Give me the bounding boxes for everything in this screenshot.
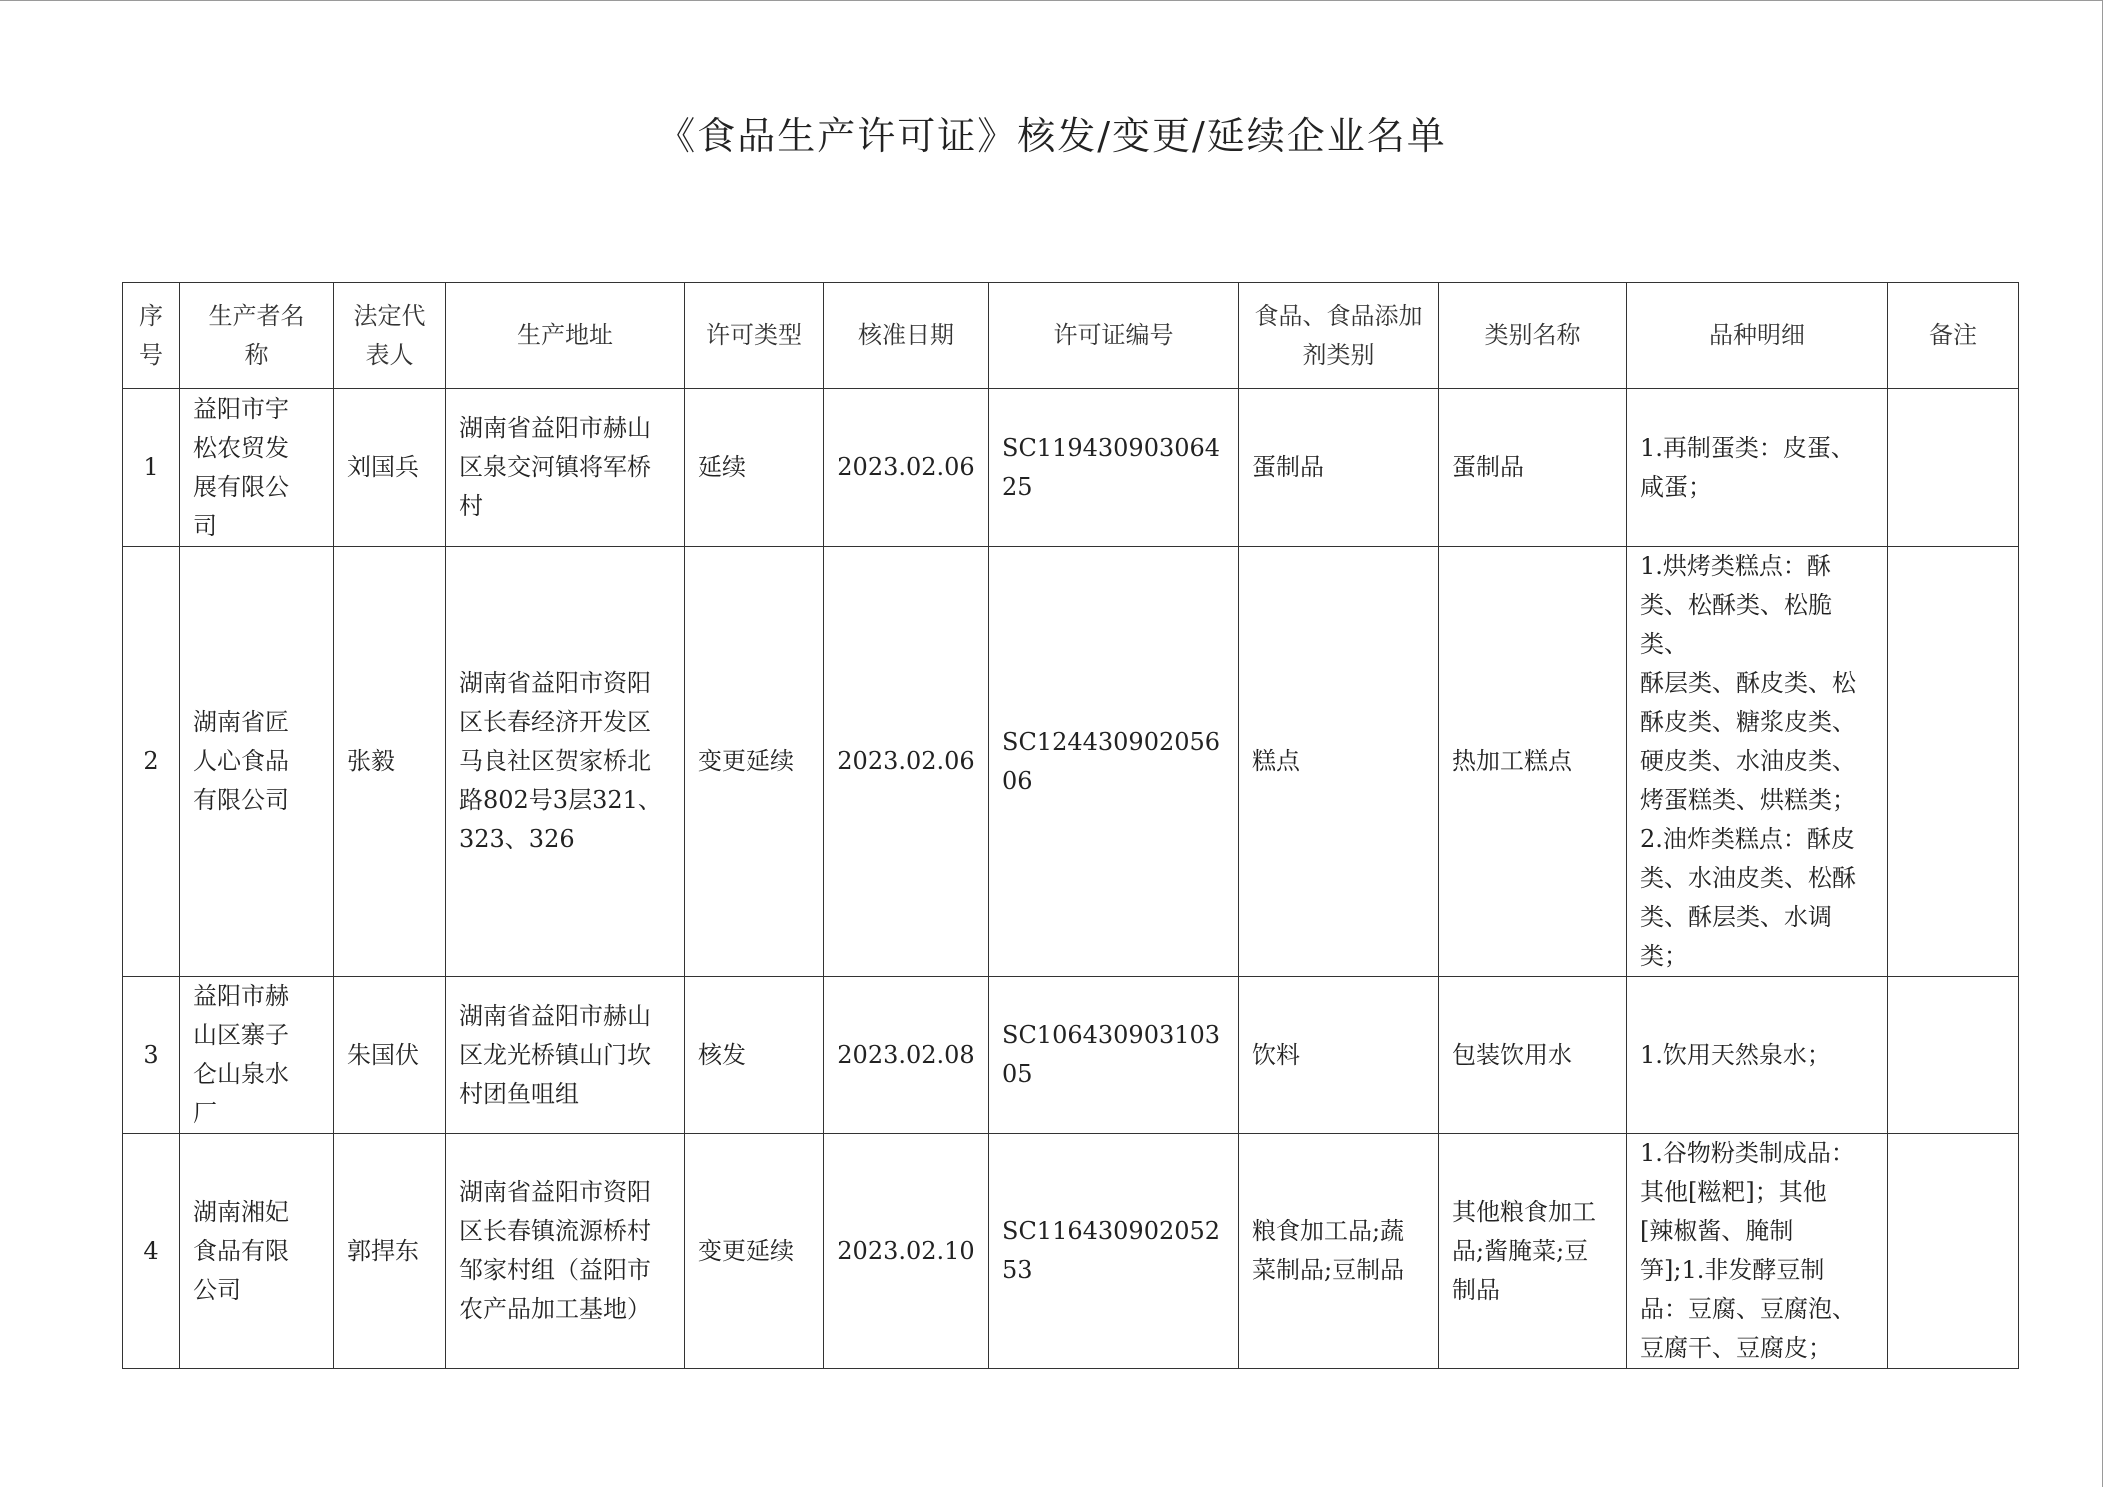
cell-legal-rep: 刘国兵 <box>334 389 446 547</box>
cell-legal-rep: 张毅 <box>334 547 446 977</box>
cell-category-name: 蛋制品 <box>1439 389 1627 547</box>
header-address: 生产地址 <box>446 283 685 389</box>
table-row <box>123 547 2019 977</box>
cell-license-type: 变更延续 <box>685 547 824 977</box>
cell-date: 2023.02.06 <box>824 389 989 547</box>
cell-category-name: 热加工糕点 <box>1439 547 1627 977</box>
cell-details: 1.饮用天然泉水； <box>1627 977 1888 1134</box>
header-remark: 备注 <box>1888 283 2019 389</box>
cell-address: 湖南省益阳市资阳 区长春镇流源桥村 邹家村组（益阳市 农产品加工基地） <box>446 1134 685 1369</box>
cell-legal-rep: 朱国伏 <box>334 977 446 1134</box>
header-producer: 生产者名 称 <box>180 283 334 389</box>
license-table <box>122 282 2019 1369</box>
cell-no: 1 <box>123 389 180 547</box>
cell-food-category: 蛋制品 <box>1239 389 1439 547</box>
header-food-category: 食品、食品添加 剂类别 <box>1239 283 1439 389</box>
cell-license-no: SC12443090205606 <box>989 547 1239 977</box>
cell-license-type: 变更延续 <box>685 1134 824 1369</box>
cell-producer: 益阳市宇 松农贸发 展有限公 司 <box>180 389 334 547</box>
header-license-type: 许可类型 <box>685 283 824 389</box>
header-no: 序 号 <box>123 283 180 389</box>
cell-producer: 益阳市赫 山区寨子 仑山泉水 厂 <box>180 977 334 1134</box>
cell-license-no: SC10643090310305 <box>989 977 1239 1134</box>
header-category-name: 类别名称 <box>1439 283 1627 389</box>
header-license-no: 许可证编号 <box>989 283 1239 389</box>
cell-address: 湖南省益阳市赫山 区龙光桥镇山门坎 村团鱼咀组 <box>446 977 685 1134</box>
cell-category-name: 其他粮食加工 品;酱腌菜;豆 制品 <box>1439 1134 1627 1369</box>
table-header-row <box>123 283 2019 389</box>
cell-food-category: 糕点 <box>1239 547 1439 977</box>
table-row <box>123 389 2019 547</box>
cell-remark <box>1888 977 2019 1134</box>
cell-food-category: 饮料 <box>1239 977 1439 1134</box>
cell-food-category: 粮食加工品;蔬 菜制品;豆制品 <box>1239 1134 1439 1369</box>
cell-date: 2023.02.10 <box>824 1134 989 1369</box>
header-details: 品种明细 <box>1627 283 1888 389</box>
cell-license-no: SC11643090205253 <box>989 1134 1239 1369</box>
cell-date: 2023.02.06 <box>824 547 989 977</box>
cell-address: 湖南省益阳市资阳 区长春经济开发区 马良社区贺家桥北 路802号3层321、 323、326 <box>446 547 685 977</box>
cell-producer: 湖南省匠 人心食品 有限公司 <box>180 547 334 977</box>
cell-license-type: 延续 <box>685 389 824 547</box>
cell-no: 2 <box>123 547 180 977</box>
document-title: 《食品生产许可证》核发/变更/延续企业名单 <box>657 114 1447 158</box>
cell-remark <box>1888 1134 2019 1369</box>
cell-remark <box>1888 389 2019 547</box>
cell-remark <box>1888 547 2019 977</box>
cell-details: 1.烘烤类糕点：酥 类、松酥类、松脆类、 酥层类、酥皮类、松 酥皮类、糖浆皮类、 硬皮类、水油皮类、 烤蛋糕类、烘糕类； 2.油炸类糕点：酥皮 类、水油皮类、松酥 类、酥层类、水调类； <box>1627 547 1888 977</box>
cell-legal-rep: 郭捍东 <box>334 1134 446 1369</box>
cell-no: 4 <box>123 1134 180 1369</box>
cell-license-no: SC11943090306425 <box>989 389 1239 547</box>
cell-producer: 湖南湘妃 食品有限 公司 <box>180 1134 334 1369</box>
cell-date: 2023.02.08 <box>824 977 989 1134</box>
table-row <box>123 977 2019 1134</box>
cell-no: 3 <box>123 977 180 1134</box>
cell-details: 1.谷物粉类制成品： 其他[糍粑]；其他 [辣椒酱、腌制 笋];1.非发酵豆制 品：豆腐、豆腐泡、 豆腐干、豆腐皮； <box>1627 1134 1888 1369</box>
table-row <box>123 1134 2019 1369</box>
cell-address: 湖南省益阳市赫山 区泉交河镇将军桥 村 <box>446 389 685 547</box>
cell-category-name: 包装饮用水 <box>1439 977 1627 1134</box>
cell-details: 1.再制蛋类：皮蛋、 咸蛋； <box>1627 389 1888 547</box>
cell-license-type: 核发 <box>685 977 824 1134</box>
header-legal-rep: 法定代 表人 <box>334 283 446 389</box>
header-date: 核准日期 <box>824 283 989 389</box>
